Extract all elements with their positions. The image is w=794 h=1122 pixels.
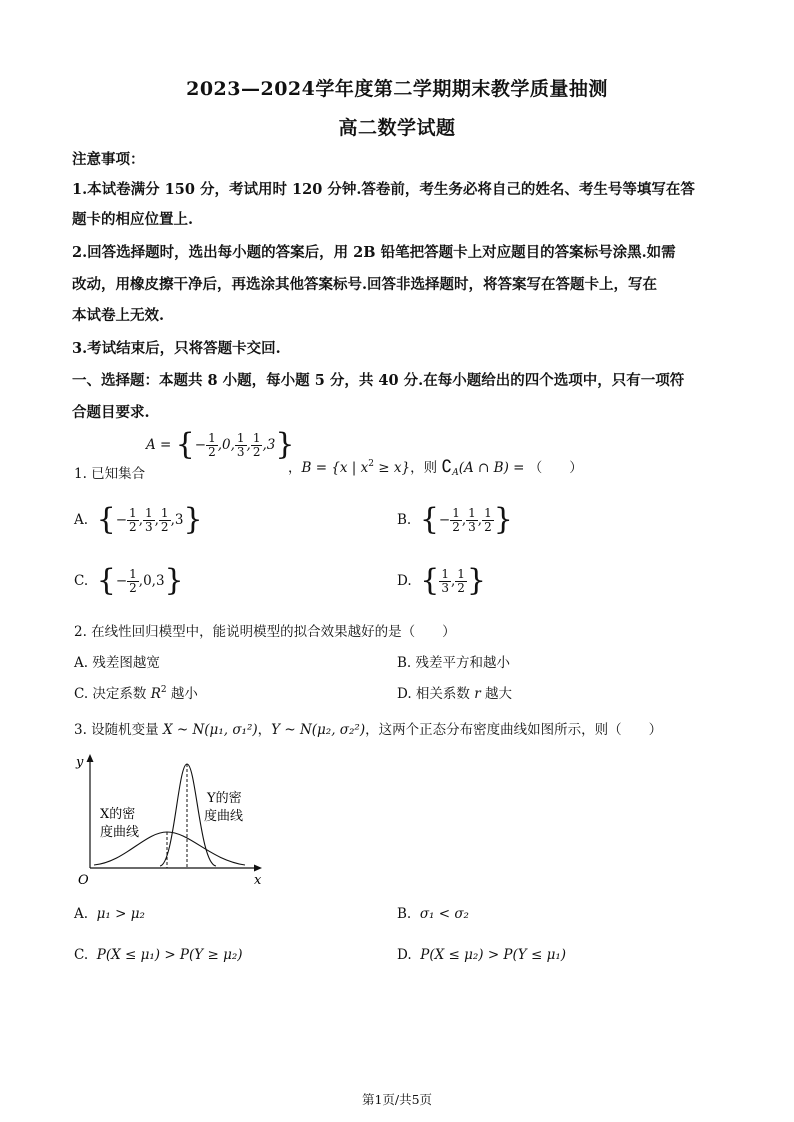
normal-density-figure: [70, 752, 270, 888]
notes-line: 题卡的相应位置上.: [72, 211, 194, 228]
x-axis-label: x: [254, 873, 262, 888]
page-number: 第1页/共5页: [361, 1092, 433, 1107]
q3-option-d[interactable]: D. P(X ≤ μ₂) > P(Y ≤ μ₁): [397, 947, 567, 963]
x-curve-label: 度曲线: [100, 825, 140, 840]
notes-heading: 注意事项：: [72, 151, 145, 168]
x-axis-arrow: [254, 865, 262, 872]
q3-option-c[interactable]: C. P(X ≤ μ₁) > P(Y ≥ μ₂): [74, 947, 243, 963]
q1-set-a: A = { − $\frac{1}{2}$ ,0, $\frac{1}{3}$ , $\frac{1}{2}$ ,3 }: [146, 427, 295, 462]
y-curve-label: Y的密: [207, 791, 242, 806]
q1-option-d[interactable]: D. { $\frac{1}{3}$ , $\frac{1}{2}$ }: [397, 563, 486, 598]
notes-line: 改动，用橡皮擦干净后，再选涂其他答案标号.回答非选择题时，将答案写在答题卡上，写在: [72, 276, 658, 293]
notes-line: 本试卷上无效.: [72, 307, 165, 324]
notes-line: 1.本试卷满分 150 分，考试用时 120 分钟.答卷前，考生务必将自己的姓名、考生号等填写在答: [72, 181, 695, 198]
q3-option-a[interactable]: A. μ₁ > μ₂: [74, 906, 145, 922]
exam-title: 2023—2024学年度第二学期期末教学质量抽测: [186, 78, 608, 100]
q2-option-d[interactable]: D. 相关系数 r 越大: [397, 686, 512, 702]
y-axis-arrow: [87, 754, 94, 762]
q1-set-b: ，B = {x | $x^2 \ge x$}，则 $∁_A(A$ ∩ B) = （ ）: [288, 457, 583, 478]
y-curve-label: 度曲线: [204, 809, 244, 824]
q2-stem: 2. 在线性回归模型中，能说明模型的拟合效果越好的是（ ）: [74, 624, 456, 640]
notes-line: 2.回答选择题时，选出每小题的答案后，用 2B 铅笔把答题卡上对应题目的答案标号涂黑.如需: [72, 244, 676, 261]
q1-stem: 1. 已知集合: [74, 466, 146, 482]
q3-stem: 3. 设随机变量 X ~ N(μ₁, σ₁²)，Y ~ N(μ₂, σ₂²)，这两个正态分布密度曲线如图所示，则（ ）: [74, 722, 663, 738]
exam-subtitle: 高二数学试题: [338, 117, 456, 139]
q3-option-b[interactable]: B. σ₁ < σ₂: [397, 906, 469, 922]
q2-option-c[interactable]: C. 决定系数 $R^2$ 越小: [74, 685, 198, 702]
x-curve-label: X的密: [100, 807, 136, 822]
section-heading: 合题目要求.: [72, 404, 150, 421]
y-axis-label: y: [76, 755, 84, 770]
q2-option-b[interactable]: B. 残差平方和越小: [397, 655, 511, 671]
notes-line: 3.考试结束后，只将答题卡交回.: [72, 340, 281, 357]
q1-option-c[interactable]: C. { − $\frac{1}{2}$ ,0,3 }: [74, 563, 184, 598]
q1-option-a[interactable]: A. { − $\frac{1}{2}$ , $\frac{1}{3}$ , $\frac{1}{2}$ ,3 }: [74, 502, 203, 537]
q2-option-a[interactable]: A. 残差图越宽: [74, 655, 160, 671]
section-heading: 一、选择题：本题共 8 小题，每小题 5 分，共 40 分.在每小题给出的四个选项中，只有一项符: [72, 372, 685, 389]
origin-label: O: [78, 873, 89, 888]
q1-option-b[interactable]: B. { − $\frac{1}{2}$ , $\frac{1}{3}$ , $\frac{1}{2}$ }: [397, 502, 513, 537]
